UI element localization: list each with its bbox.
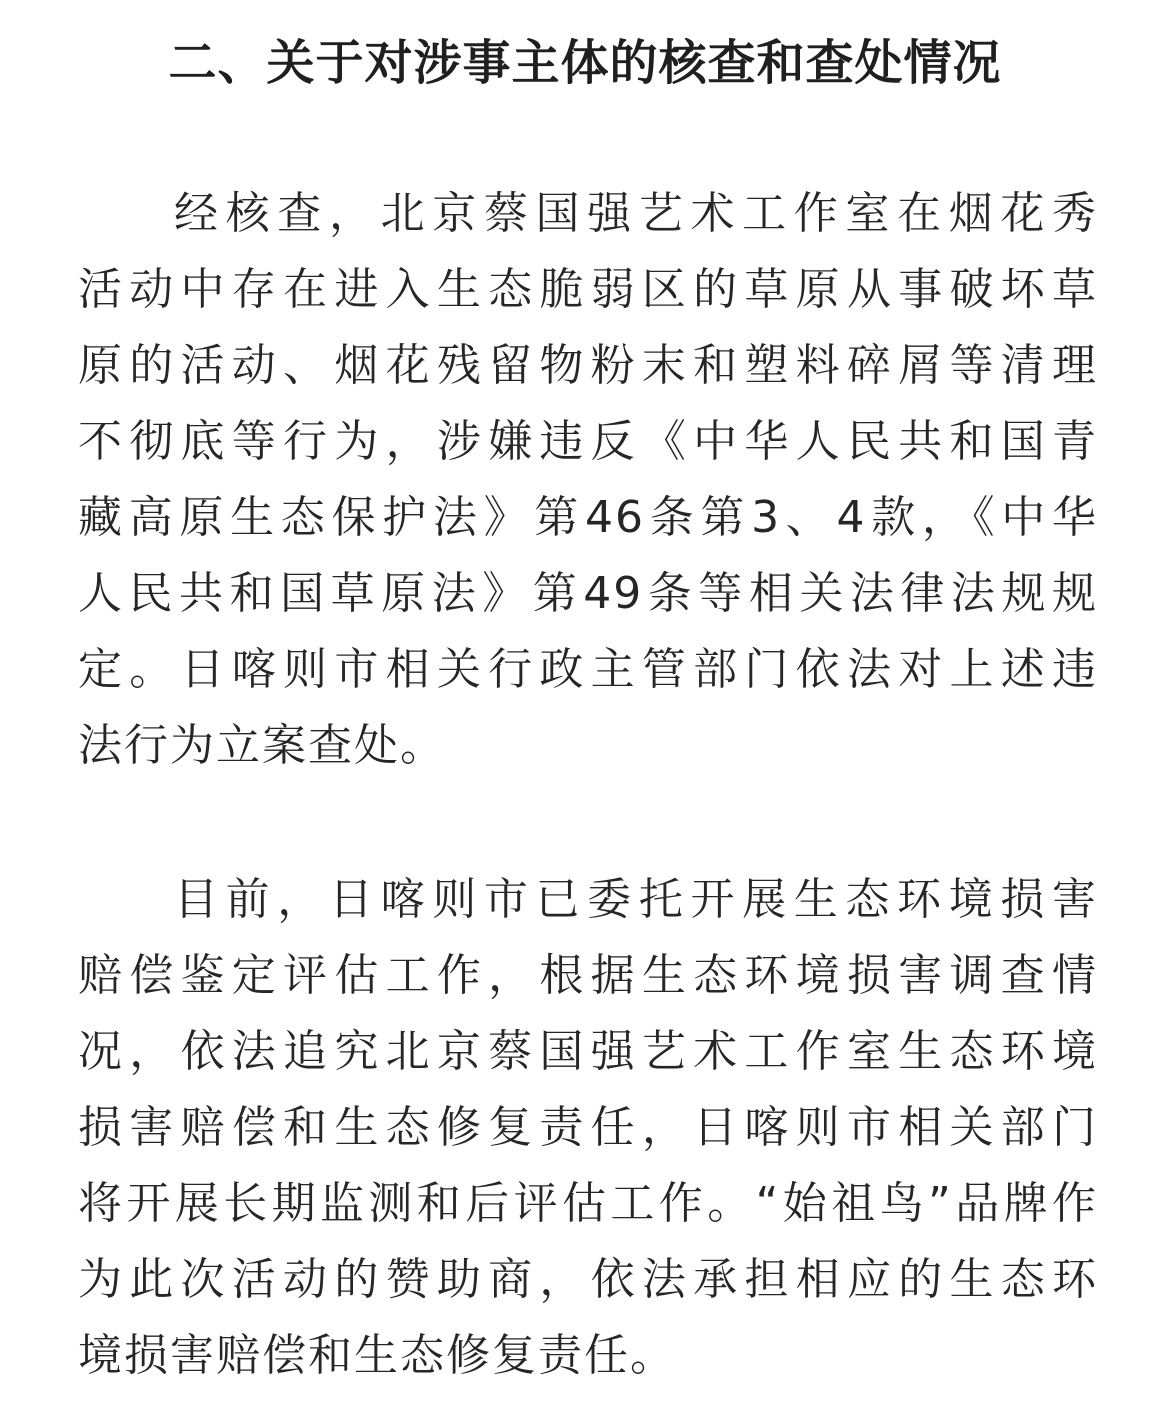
paragraph-line: 目前，日喀则市已委托开展生态环境损害 (174, 874, 1098, 925)
paragraph-line: 藏高原生态保护法》第46条第3、4款，《中华 (78, 492, 1098, 543)
paragraph-line: 赔偿鉴定评估工作，根据生态环境损害调查情 (78, 950, 1098, 1001)
paragraph-line: 人民共和国草原法》第49条等相关法律法规规 (78, 568, 1098, 619)
paragraph-line: 法行为立案查处。 (78, 720, 446, 771)
paragraph-line: 况，依法追究北京蔡国强艺术工作室生态环境 (78, 1026, 1098, 1077)
paragraph-line: 损害赔偿和生态修复责任，日喀则市相关部门 (78, 1102, 1098, 1153)
paragraph-line: 原的活动、烟花残留物粉末和塑料碎屑等清理 (78, 340, 1098, 391)
paragraph-line: 境损害赔偿和生态修复责任。 (78, 1330, 676, 1381)
paragraph-compensation (78, 862, 1098, 1394)
paragraph-line: 不彻底等行为，涉嫌违反《中华人民共和国青 (78, 416, 1098, 467)
paragraph-line: 经核查，北京蔡国强艺术工作室在烟花秀 (174, 188, 1098, 239)
paragraph-investigation (78, 176, 1098, 784)
paragraph-line: 活动中存在进入生态脆弱区的草原从事破坏草 (78, 264, 1098, 315)
paragraph-line: 为此次活动的赞助商，依法承担相应的生态环 (78, 1254, 1098, 1305)
paragraph-line: 定。日喀则市相关行政主管部门依法对上述违 (78, 644, 1098, 695)
paragraph-line: 将开展长期监测和后评估工作。“始祖鸟”品牌作 (78, 1178, 1098, 1229)
section-heading: 二、关于对涉事主体的核查和查处情况 (168, 35, 1002, 91)
